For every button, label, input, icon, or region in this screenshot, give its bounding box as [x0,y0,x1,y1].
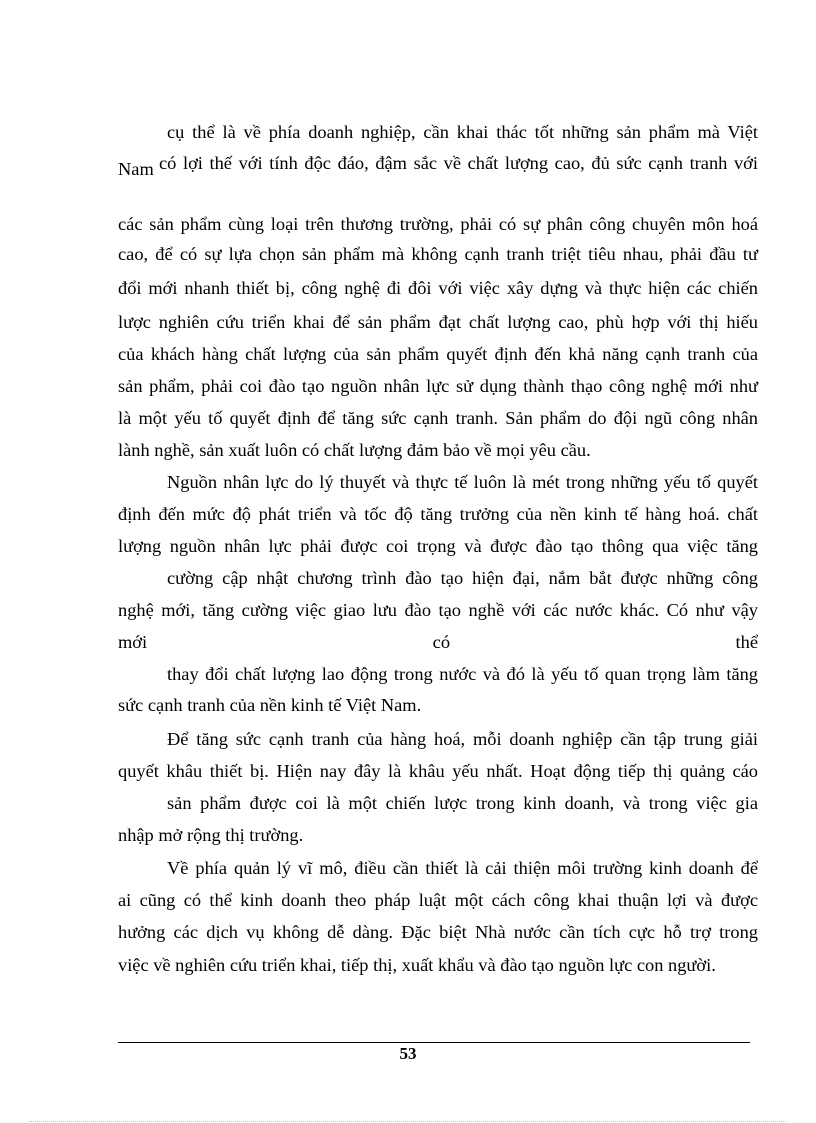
text-line: cao, để có sự lựa chọn sản phẩm mà không cạnh tranh triệt tiêu nhau, phải đầu tư [118,244,758,264]
text-line: thay đổi chất lượng lao động trong nước và đó là yếu tố quan trọng làm tăng [167,664,758,684]
text-line: ai cũng có thể kinh doanh theo pháp luật một cách công khai thuận lợi và được [118,890,758,910]
text-line: lược nghiên cứu triển khai để sản phẩm đạt chất lượng cao, phù hợp với thị hiếu [118,312,758,332]
text-line: hưởng các dịch vụ không dễ dàng. Đặc biệt Nhà nước cần tích cực hỗ trợ trong [118,922,758,942]
word: thể [735,632,758,652]
text-line: nghệ mới, tăng cường việc giao lưu đào tạo nghề với các nước khác. Có như vậy [118,600,758,620]
text-line: sản phẩm, phải coi đào tạo nguồn nhân lực sử dụng thành thạo công nghệ mới như [118,376,758,396]
text-line: là một yếu tố quyết định để tăng sức cạnh tranh. Sản phẩm do đội ngũ công nhân [118,408,758,428]
word: có [432,632,451,652]
text-line: việc về nghiên cứu triển khai, tiếp thị, xuất khẩu và đào tạo nguồn lực con người. [118,955,716,975]
text-line: định đến mức độ phát triển và tốc độ tăng trưởng của nền kinh tế hàng hoá. chất [118,504,758,524]
text-line: quyết khâu thiết bị. Hiện nay đây là khâu yếu nhất. Hoạt động tiếp thị quảng cáo [118,761,758,781]
page-bottom-border [30,1121,786,1122]
text-line: Về phía quản lý vĩ mô, điều cần thiết là cải thiện môi trường kinh doanh để [167,858,758,878]
text-line: các sản phẩm cùng loại trên thương trường, phải có sự phân công chuyên môn hoá [118,214,758,234]
text-line: cụ thể là về phía doanh nghiệp, cần khai thác tốt những sản phẩm mà Việt [167,122,758,142]
text-line: sản phẩm được coi là một chiến lược trong kinh doanh, và trong việc gia [167,793,758,813]
text-line: có lợi thế với tính độc đáo, đậm sắc về chất lượng cao, đủ sức cạnh tranh với [159,153,758,173]
text-line: lượng nguồn nhân lực phải được coi trọng và được đào tạo thông qua việc tăng [118,536,758,556]
page-number: 53 [399,1044,417,1063]
word: mới [118,632,148,652]
text-line: Nam [118,159,154,179]
text-line: Nguồn nhân lực do lý thuyết và thực tế luôn là mét trong những yếu tố quyết [167,472,758,492]
text-line: sức cạnh tranh của nền kinh tế Việt Nam. [118,695,422,715]
text-line: của khách hàng chất lượng của sản phẩm quyết định đến khả năng cạnh tranh của [118,344,758,364]
text-line [118,630,758,654]
text-line: đổi mới nhanh thiết bị, công nghệ đi đôi với việc xây dựng và thực hiện các chiến [118,278,758,298]
text-line: cường cập nhật chương trình đào tạo hiện đại, nắm bắt được những công [167,568,758,588]
text-line: Để tăng sức cạnh tranh của hàng hoá, mỗi doanh nghiệp cần tập trung giải [167,729,758,749]
text-line: nhập mở rộng thị trường. [118,825,304,845]
text-line: lành nghề, sản xuất luôn có chất lượng đảm bảo về mọi yêu cầu. [118,440,591,460]
